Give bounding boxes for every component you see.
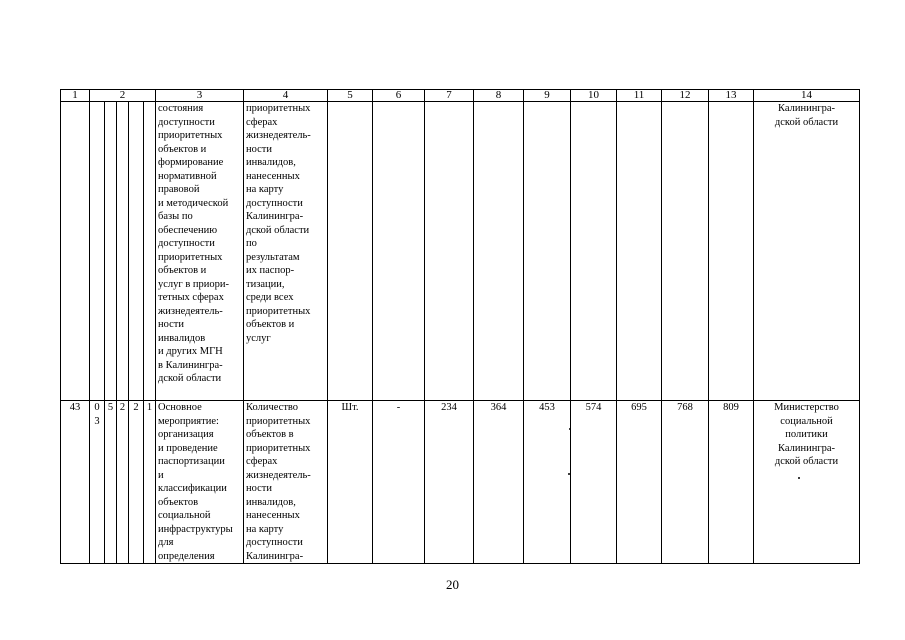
header-col-11: 11 [617,90,662,102]
page-number: 20 [446,577,459,592]
cell-indicator: Количество приоритетных объектов в приоритетных сферах жизнедеятель- ности инвалидов, нанесенных на карту доступности Калинингра- [244,401,328,564]
cell-code-e: 1 [144,401,156,564]
cell-code-a: 03 [90,401,105,564]
cell-num: 43 [61,401,90,564]
header-col-12: 12 [662,90,709,102]
table-row [61,401,860,564]
cell-value-11 [617,102,662,401]
header-col-6: 6 [373,90,425,102]
cell-indicator: приоритетных сферах жизнедеятель- ности инвалидов, нанесенных на карту доступности Калинингра- дской области по результатам их паспор- тизации, среди всех приоритетных объектов и услуг [244,102,328,401]
cell-code-c [117,102,129,401]
cell-unit: Шт. [328,401,373,564]
document-table [60,89,860,564]
scan-speck [569,428,571,430]
cell-value-13 [709,102,754,401]
cell-code-a [90,102,105,401]
cell-value-7 [425,102,474,401]
header-col-4: 4 [244,90,328,102]
cell-value-7: 234 [425,401,474,564]
cell-code-d: 2 [129,401,144,564]
cell-code-e [144,102,156,401]
cell-responsible: Министерство социальной политики Калинингра- дской области [754,401,860,564]
header-col-2: 2 [90,90,156,102]
cell-value-6: - [373,401,425,564]
header-col-9: 9 [524,90,571,102]
cell-code-d [129,102,144,401]
scan-speck [798,477,800,479]
cell-code-b [105,102,117,401]
cell-code-c: 2 [117,401,129,564]
header-col-5: 5 [328,90,373,102]
header-col-7: 7 [425,90,474,102]
header-col-8: 8 [474,90,524,102]
cell-value-10 [571,102,617,401]
cell-value-9: 453 [524,401,571,564]
cell-num [61,102,90,401]
cell-value-11: 695 [617,401,662,564]
cell-value-12 [662,102,709,401]
header-col-3: 3 [156,90,244,102]
cell-value-6 [373,102,425,401]
cell-value-8 [474,102,524,401]
table-row [61,102,860,401]
cell-code-b: 5 [105,401,117,564]
header-col-1: 1 [61,90,90,102]
cell-description: состояния доступности приоритетных объектов и формирование нормативной правовой и методической базы по обеспечению доступности приоритетных объектов и услуг в приори- тетных сферах жизнедеятель- ности инвалидов и других МГН в Калинингра- дской области [156,102,244,401]
cell-value-10: 574 [571,401,617,564]
cell-value-8: 364 [474,401,524,564]
header-col-10: 10 [571,90,617,102]
cell-value-12: 768 [662,401,709,564]
cell-responsible: Калинингра- дской области [754,102,860,401]
header-row [61,90,860,102]
cell-value-9 [524,102,571,401]
cell-description: Основное мероприятие: организация и проведение паспортизации и классификации объектов социальной инфраструктуры для определения [156,401,244,564]
scan-speck [568,473,570,475]
header-col-14: 14 [754,90,860,102]
cell-value-13: 809 [709,401,754,564]
header-col-13: 13 [709,90,754,102]
cell-unit [328,102,373,401]
